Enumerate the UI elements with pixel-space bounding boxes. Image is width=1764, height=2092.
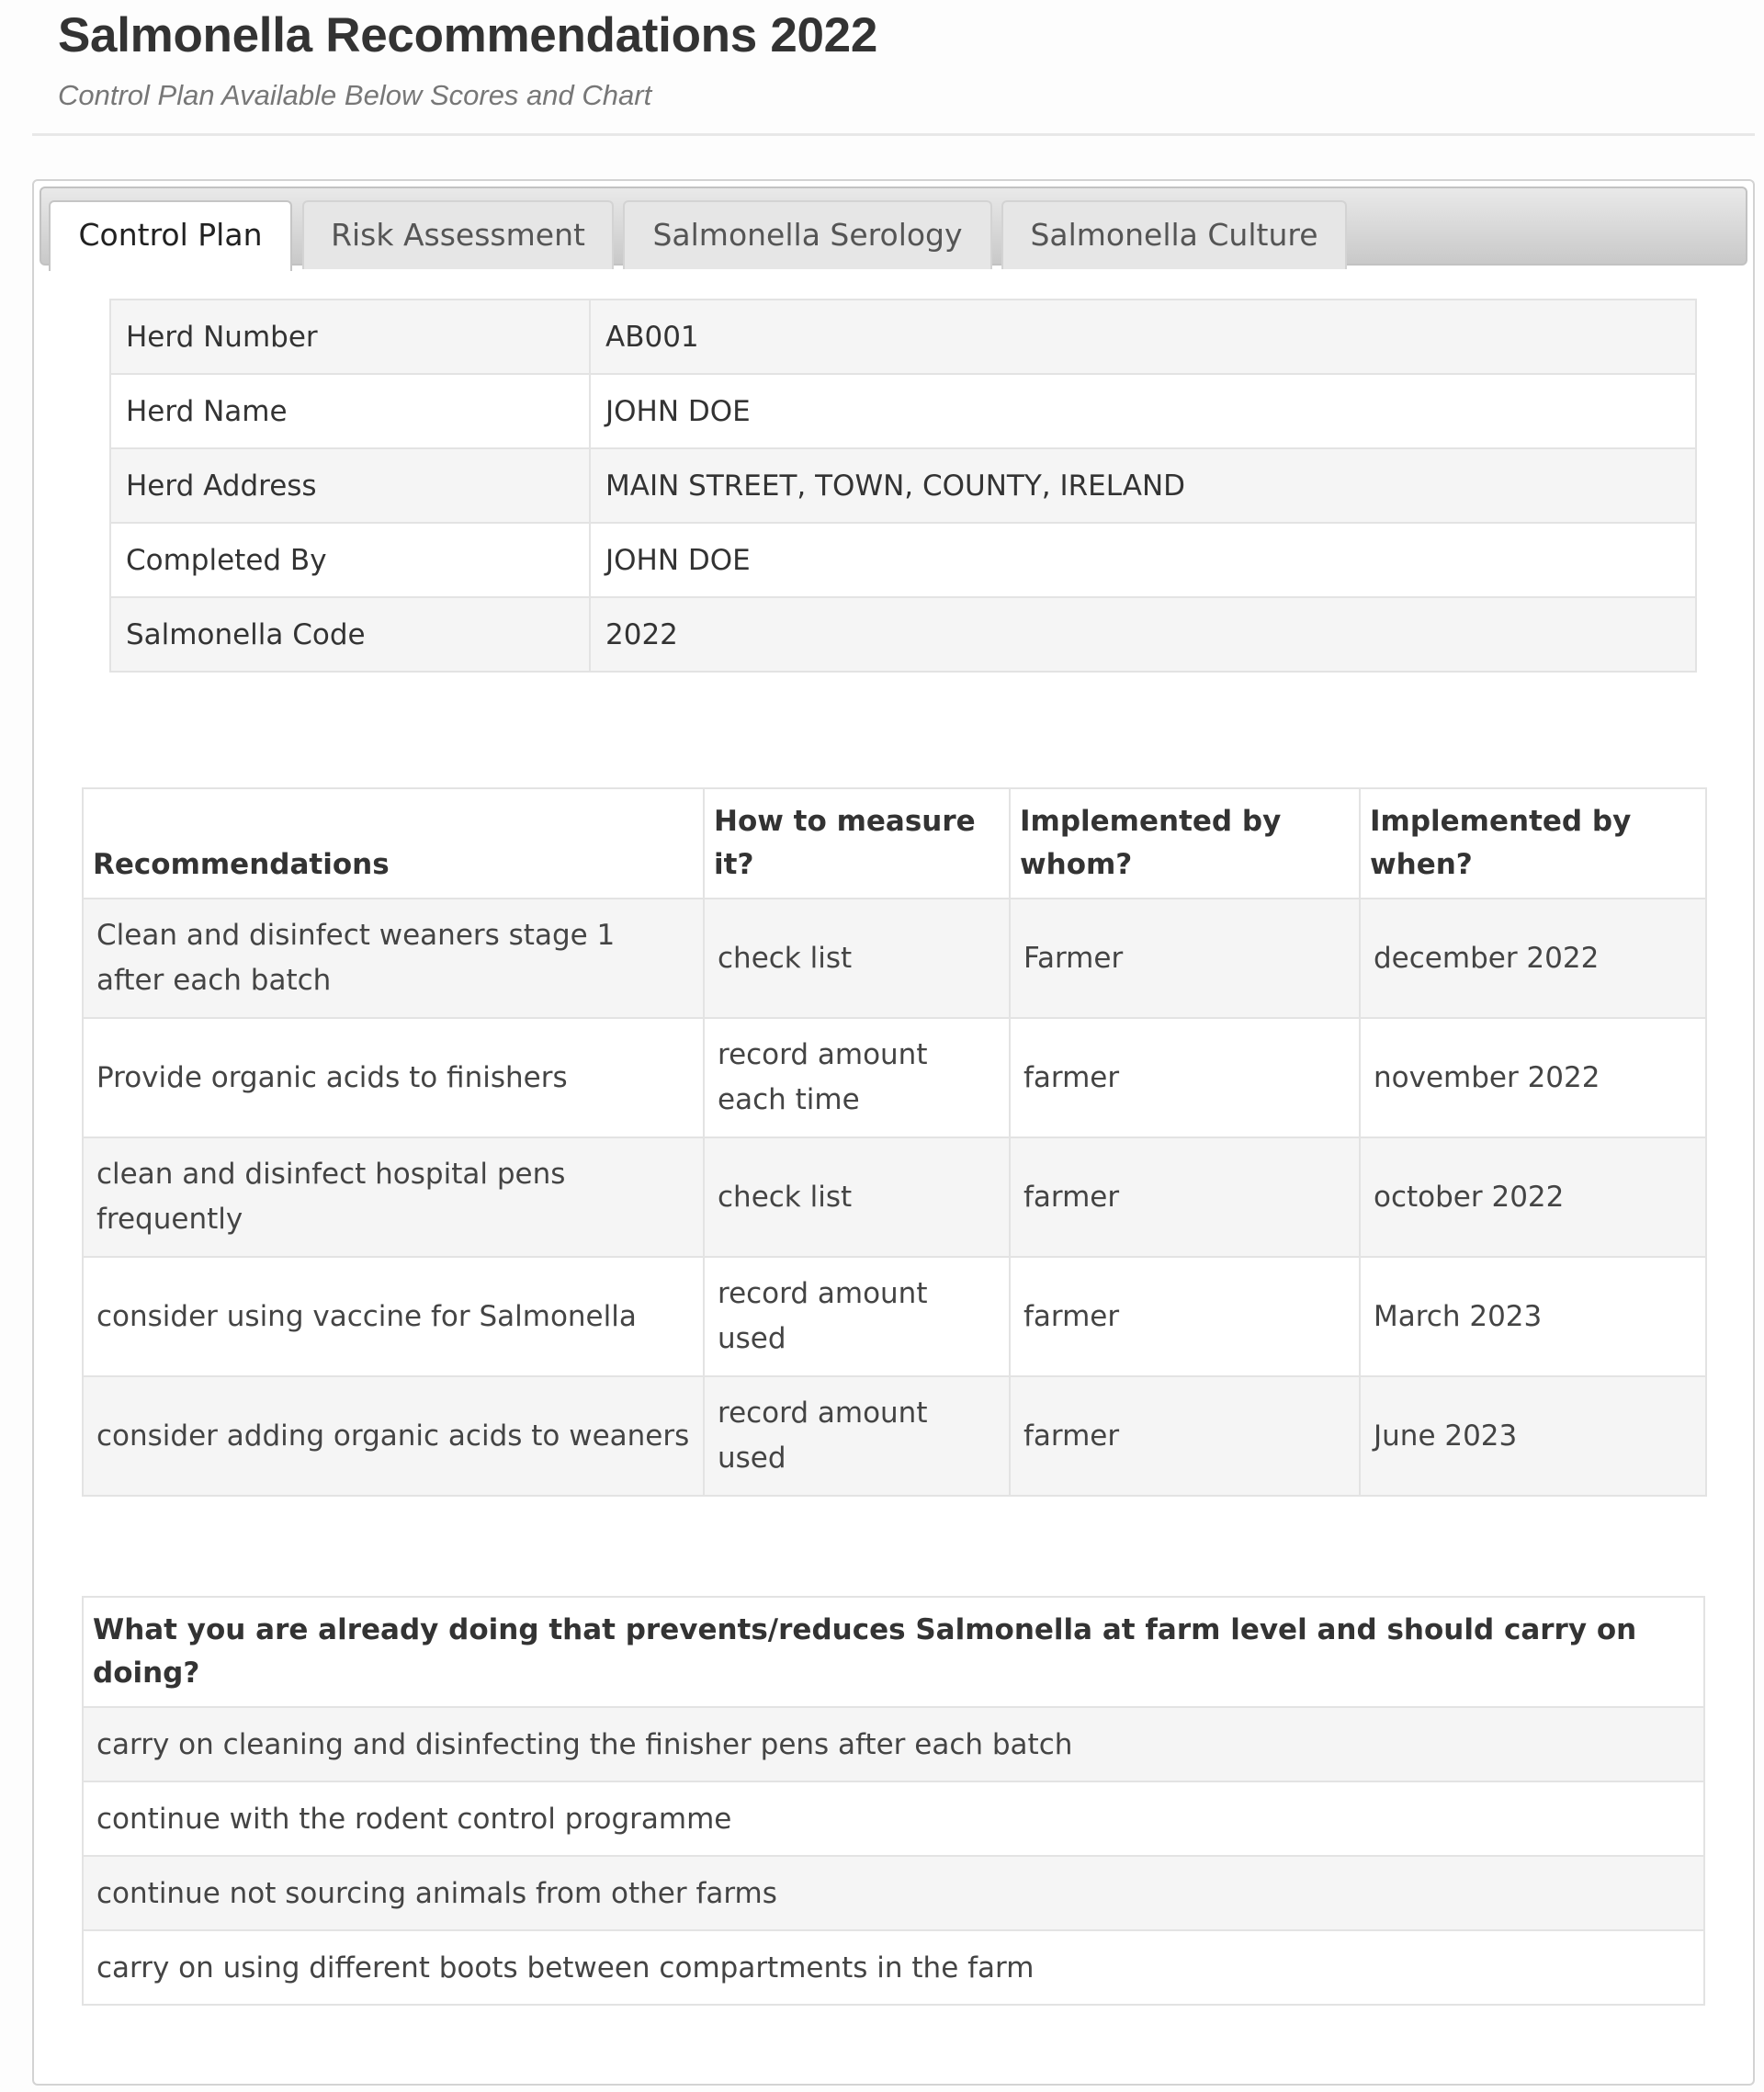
measure-cell: check list: [704, 899, 1010, 1018]
whom-cell: farmer: [1010, 1376, 1360, 1496]
table-header-row: [83, 788, 1706, 899]
practice-cell: continue not sourcing animals from other farms: [83, 1856, 1704, 1930]
table-row: [83, 1137, 1706, 1257]
table-row: [83, 1018, 1706, 1137]
tab-bar: [40, 187, 1747, 266]
herd-info-table: [109, 299, 1697, 673]
when-cell: March 2023: [1360, 1257, 1706, 1376]
recommendation-cell: consider adding organic acids to weaners: [83, 1376, 704, 1496]
herd-info-row: [110, 448, 1696, 523]
table-header-row: [83, 1597, 1704, 1707]
tab-risk-assessment[interactable]: Risk Assessment: [302, 200, 614, 269]
recommendation-cell: clean and disinfect hospital pens frequently: [83, 1137, 704, 1257]
herd-info-row: [110, 523, 1696, 597]
page-header: [32, 0, 1755, 136]
column-header-implemented-by-when: Implemented by when?: [1360, 788, 1706, 899]
table-row: [83, 899, 1706, 1018]
page-subtitle: Control Plan Available Below Scores and Chart: [58, 79, 652, 111]
column-header-recommendations: Recommendations: [83, 788, 704, 899]
when-cell: october 2022: [1360, 1137, 1706, 1257]
table-row: [83, 1781, 1704, 1856]
tabs-widget: [32, 179, 1755, 2086]
whom-cell: farmer: [1010, 1137, 1360, 1257]
herd-name-value: JOHN DOE: [590, 374, 1696, 448]
recommendation-cell: consider using vaccine for Salmonella: [83, 1257, 704, 1376]
whom-cell: farmer: [1010, 1257, 1360, 1376]
table-row: [83, 1856, 1704, 1930]
recommendation-cell: Provide organic acids to finishers: [83, 1018, 704, 1137]
herd-address-value: MAIN STREET, TOWN, COUNTY, IRELAND: [590, 448, 1696, 523]
measure-cell: record amount used: [704, 1376, 1010, 1496]
completed-by-label: Completed By: [110, 523, 590, 597]
herd-info-row: [110, 300, 1696, 374]
tab-salmonella-culture[interactable]: Salmonella Culture: [1001, 200, 1347, 269]
salmonella-code-label: Salmonella Code: [110, 597, 590, 672]
table-row: [83, 1707, 1704, 1781]
already-doing-table: [82, 1596, 1705, 2006]
when-cell: June 2023: [1360, 1376, 1706, 1496]
herd-number-label: Herd Number: [110, 300, 590, 374]
practice-cell: continue with the rodent control programme: [83, 1781, 1704, 1856]
whom-cell: Farmer: [1010, 899, 1360, 1018]
column-header-how-to-measure: How to measure it?: [704, 788, 1010, 899]
herd-name-label: Herd Name: [110, 374, 590, 448]
tab-control-plan[interactable]: Control Plan: [49, 200, 292, 271]
table-row: [83, 1930, 1704, 2005]
measure-cell: record amount used: [704, 1257, 1010, 1376]
table-row: [83, 1376, 1706, 1496]
column-header-implemented-by-whom: Implemented by whom?: [1010, 788, 1360, 899]
control-plan-panel: [34, 266, 1753, 2084]
salmonella-code-value: 2022: [590, 597, 1696, 672]
when-cell: november 2022: [1360, 1018, 1706, 1137]
page-title: Salmonella Recommendations 2022: [58, 8, 878, 62]
recommendations-table: [82, 787, 1707, 1497]
tab-salmonella-serology[interactable]: Salmonella Serology: [623, 200, 992, 269]
herd-info-row: [110, 374, 1696, 448]
already-doing-header: What you are already doing that prevents/reduces Salmonella at farm level and should carry on doing?: [83, 1597, 1704, 1707]
table-row: [83, 1257, 1706, 1376]
completed-by-value: JOHN DOE: [590, 523, 1696, 597]
measure-cell: check list: [704, 1137, 1010, 1257]
herd-number-value: AB001: [590, 300, 1696, 374]
herd-info-row: [110, 597, 1696, 672]
whom-cell: farmer: [1010, 1018, 1360, 1137]
practice-cell: carry on using different boots between compartments in the farm: [83, 1930, 1704, 2005]
when-cell: december 2022: [1360, 899, 1706, 1018]
practice-cell: carry on cleaning and disinfecting the finisher pens after each batch: [83, 1707, 1704, 1781]
recommendation-cell: Clean and disinfect weaners stage 1 after each batch: [83, 899, 704, 1018]
measure-cell: record amount each time: [704, 1018, 1010, 1137]
herd-address-label: Herd Address: [110, 448, 590, 523]
